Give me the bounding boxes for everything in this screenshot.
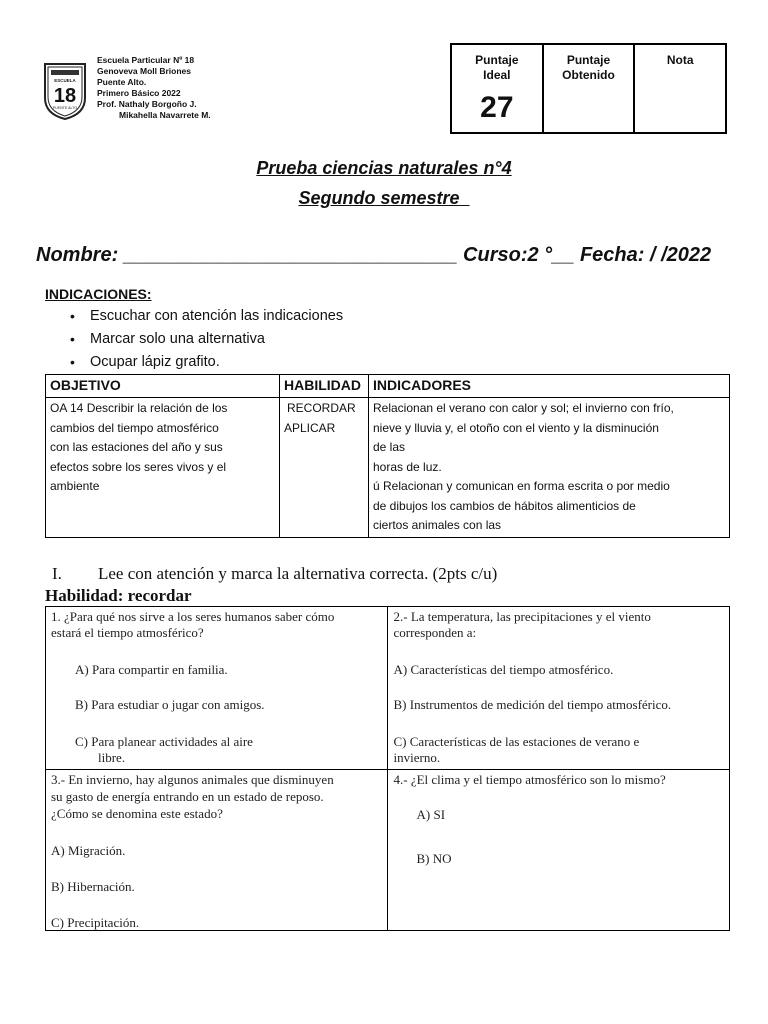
question-text: 1. ¿Para qué nos sirve a los seres humanos saber cómo	[51, 609, 335, 624]
student-info-line[interactable]: Nombre: ______________________________ Curso:2 °__ Fecha: / /2022	[36, 244, 712, 266]
objective-line: OA 14 Describir la relación de los	[50, 401, 228, 415]
list-item: • Ocupar lápiz grafito.	[70, 351, 343, 374]
school-logo	[42, 62, 88, 120]
section-title	[52, 564, 497, 584]
header-skill: HABILIDAD	[280, 375, 369, 398]
indicator-line: Relacionan el verano con calor y sol; el invierno con frío,	[373, 401, 674, 415]
score-table	[450, 43, 727, 134]
table-row	[46, 607, 729, 770]
school-line: Escuela Particular Nº 18	[97, 55, 195, 65]
option-a[interactable]: A) Para compartir en familia.	[75, 662, 228, 677]
objective-line: cambios del tiempo atmosférico	[50, 420, 219, 435]
objective-line: efectos sobre los seres vivos y el	[50, 459, 227, 474]
option-a[interactable]: A) Migración.	[51, 843, 126, 858]
school-shield-icon	[42, 62, 88, 120]
section-number: I.	[52, 564, 62, 583]
option-c-continued[interactable]: libre.	[98, 750, 126, 765]
objectives-table	[45, 374, 730, 538]
indicator-line: ú Relacionan y comunican en forma escrita o por medio	[373, 479, 670, 493]
questions-table	[45, 606, 730, 931]
option-b[interactable]: B) Para estudiar o jugar con amigos.	[75, 697, 265, 712]
indications-heading: INDICACIONES:	[45, 286, 152, 302]
option-a[interactable]: A) SI	[416, 807, 446, 822]
indicator-line: ciertos animales con las	[373, 518, 502, 532]
header-indicators: INDICADORES	[369, 375, 730, 398]
test-title: Prueba ciencias naturales n°4	[256, 158, 512, 178]
option-b[interactable]: B) NO	[416, 851, 452, 866]
question-text: 2.- La temperatura, las precipitaciones y el viento	[393, 609, 651, 624]
objective-line: ambiente	[50, 479, 100, 493]
indicator-line: de las	[373, 440, 406, 454]
question-4	[388, 770, 730, 930]
obtained-score-label: Puntaje	[566, 53, 611, 67]
indicator-line: horas de luz.	[373, 459, 442, 474]
badge-number: 18	[53, 85, 77, 107]
objective-line: con las estaciones del año y sus	[50, 440, 223, 454]
question-1	[46, 607, 388, 769]
list-item: • Escuchar con atención las indicaciones	[70, 305, 343, 328]
skill-cell	[280, 398, 369, 538]
ideal-score-value: 27	[480, 91, 514, 124]
obtained-score-cell[interactable]	[544, 45, 636, 132]
school-line: Primero Básico 2022	[97, 88, 181, 98]
section-instruction: Lee con atención y marca la alternativa correcta. (2pts c/u)	[98, 564, 498, 583]
skill-line: APLICAR	[284, 420, 336, 435]
skill-line: RECORDAR	[287, 401, 356, 415]
grade-cell[interactable]	[635, 45, 725, 132]
question-text: ¿Cómo se denomina este estado?	[51, 806, 223, 821]
option-c[interactable]: C) Características de las estaciones de verano e	[393, 734, 640, 749]
grade-label: Nota	[666, 53, 694, 67]
school-line: Puente Alto.	[97, 77, 147, 87]
indications-list	[70, 305, 343, 374]
option-a[interactable]: A) Características del tiempo atmosférico.	[393, 662, 614, 677]
ideal-score-cell	[452, 45, 544, 132]
ideal-score-label: Ideal	[483, 68, 511, 82]
question-text: su gasto de energía entrando en un estado de reposo.	[51, 789, 324, 804]
question-text: 3.- En invierno, hay algunos animales que disminuyen	[51, 772, 334, 787]
test-subtitle: Segundo semestre	[298, 188, 470, 208]
ideal-score-label: Puntaje	[475, 53, 519, 67]
table-row	[46, 398, 730, 538]
badge-top-text: ESCUELA	[54, 78, 76, 83]
option-b[interactable]: B) Hibernación.	[51, 879, 135, 894]
table-row	[46, 770, 729, 930]
option-b[interactable]: B) Instrumentos de medición del tiempo atmosférico.	[393, 697, 672, 712]
question-3	[46, 770, 388, 930]
question-2	[388, 607, 730, 769]
option-c[interactable]: C) Para planear actividades al aire	[75, 734, 253, 749]
option-c-continued[interactable]: invierno.	[393, 750, 441, 765]
school-line: Mikahella Navarrete M.	[119, 110, 211, 120]
list-item: • Marcar solo una alternativa	[70, 328, 343, 351]
objective-cell	[46, 398, 280, 538]
obtained-score-label: Obtenido	[562, 68, 615, 82]
question-text: corresponden a:	[393, 625, 477, 640]
indicator-line: de dibujos los cambios de hábitos alimenticios de	[373, 498, 636, 513]
header-objective: OBJETIVO	[46, 375, 280, 398]
option-c[interactable]: C) Precipitación.	[51, 915, 140, 930]
school-line: Genoveva Moll Briones	[97, 66, 191, 76]
indicator-line: nieve y lluvia y, el otoño con el viento y la disminución	[373, 420, 659, 435]
table-header-row	[46, 375, 730, 398]
question-text: estará el tiempo atmosférico?	[51, 625, 204, 640]
school-line: Prof. Nathaly Borgoño J.	[97, 99, 197, 109]
school-info	[97, 55, 211, 121]
indicators-cell	[369, 398, 730, 538]
question-text: 4.- ¿El clima y el tiempo atmosférico son lo mismo?	[393, 772, 666, 787]
badge-bottom-text: PUENTE ALTO	[52, 106, 78, 110]
section-skill: Habilidad: recordar	[45, 586, 192, 605]
